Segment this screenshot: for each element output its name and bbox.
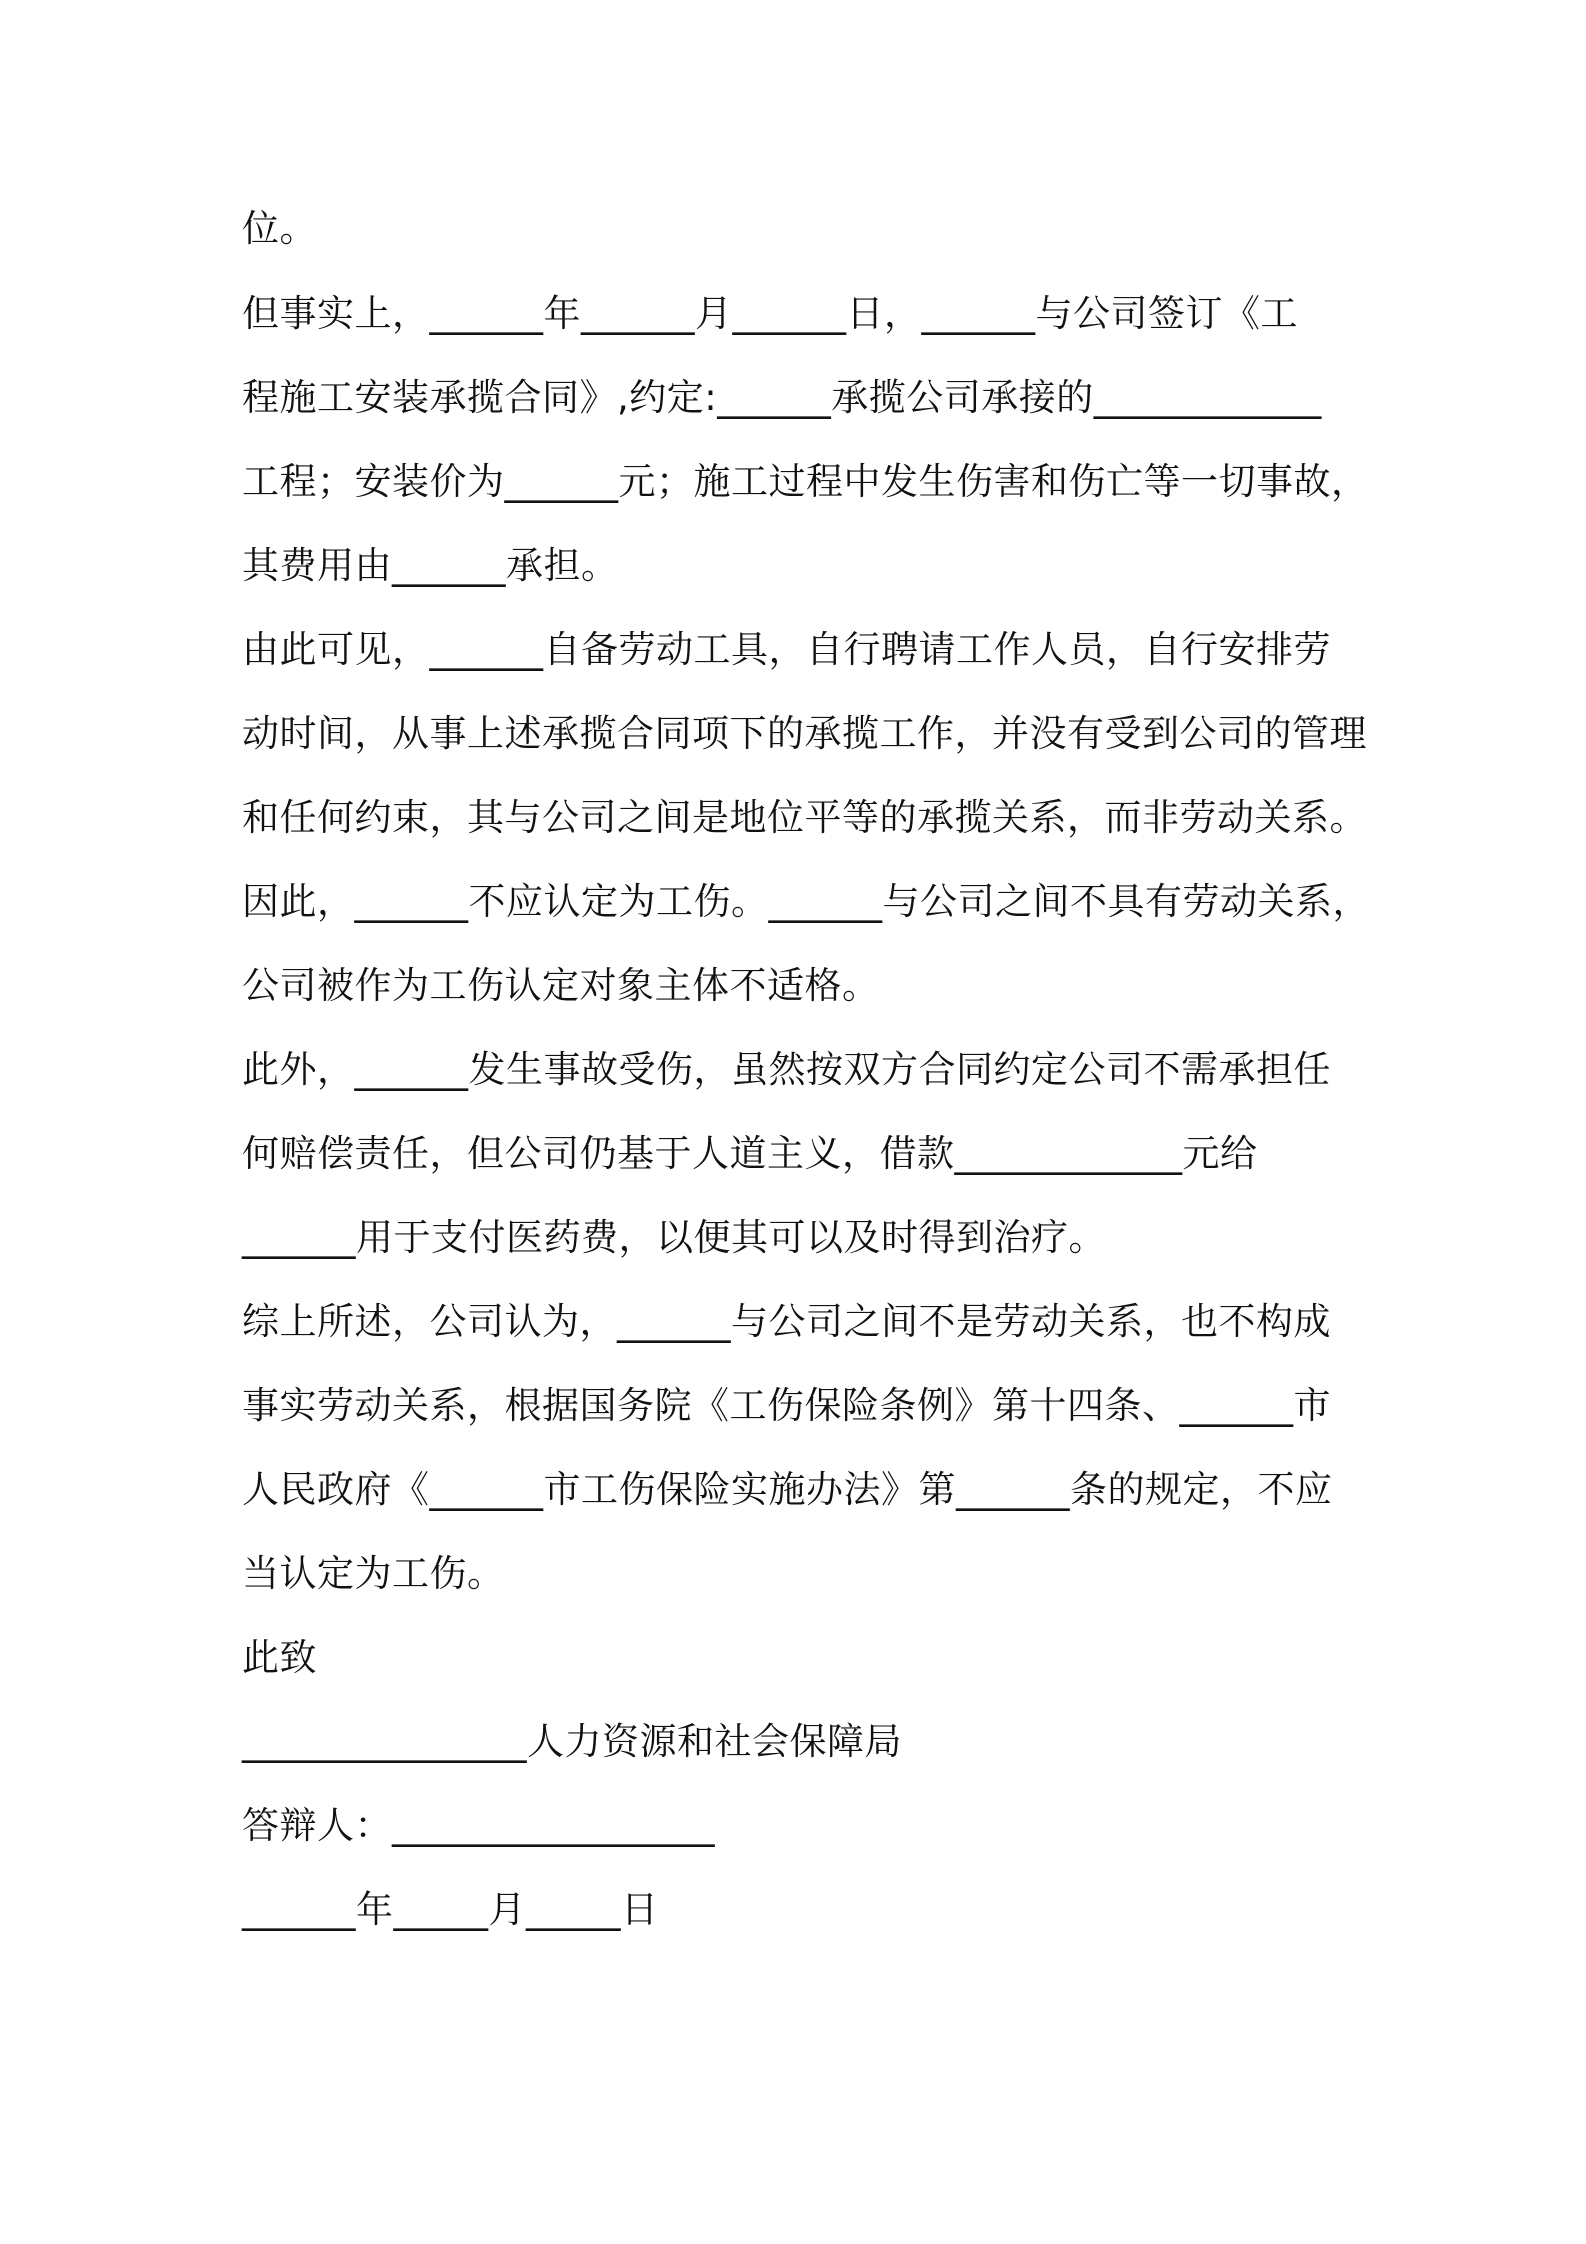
text-line: 动时间，从事上述承揽合同项下的承揽工作，并没有受到公司的管理 [242, 712, 1367, 755]
text-line: 因此，______不应认定为工伤。______与公司之间不具有劳动关系， [242, 880, 1370, 923]
text-line: 此外，______发生事故受伤，虽然按双方合同约定公司不需承担任 [242, 1048, 1331, 1091]
text-line: 事实劳动关系，根据国务院《工伤保险条例》第十四条、______市 [242, 1384, 1331, 1427]
text-line: 其费用由______承担。 [242, 544, 619, 587]
text-line: 人民政府《______市工伤保险实施办法》第______条的规定，不应 [242, 1468, 1333, 1511]
text-line: 程施工安装承揽合同》,约定:______承揽公司承接的____________ [242, 376, 1322, 419]
text-line: 此致 [242, 1636, 317, 1679]
text-line: _______________人力资源和社会保障局 [242, 1720, 902, 1763]
text-line: ______用于支付医药费，以便其可以及时得到治疗。 [242, 1216, 1106, 1259]
text-line: 当认定为工伤。 [242, 1552, 505, 1595]
text-line: 和任何约束，其与公司之间是地位平等的承揽关系，而非劳动关系。 [242, 796, 1367, 839]
text-line: 公司被作为工伤认定对象主体不适格。 [242, 964, 880, 1007]
text-line: 何赔偿责任，但公司仍基于人道主义，借款____________元给 [242, 1132, 1258, 1175]
text-line: 答辩人：_________________ [242, 1804, 715, 1847]
text-line: 位。 [242, 207, 317, 250]
text-line: 工程；安装价为______元；施工过程中发生伤害和伤亡等一切事故， [242, 460, 1369, 503]
text-line: 综上所述，公司认为，______与公司之间不是劳动关系，也不构成 [242, 1300, 1331, 1343]
text-line: 但事实上，______年______月______日，______与公司签订《工 [242, 292, 1298, 335]
text-line: 由此可见，______自备劳动工具，自行聘请工作人员，自行安排劳 [242, 628, 1331, 671]
text-line: ______年_____月_____日 [242, 1888, 659, 1931]
